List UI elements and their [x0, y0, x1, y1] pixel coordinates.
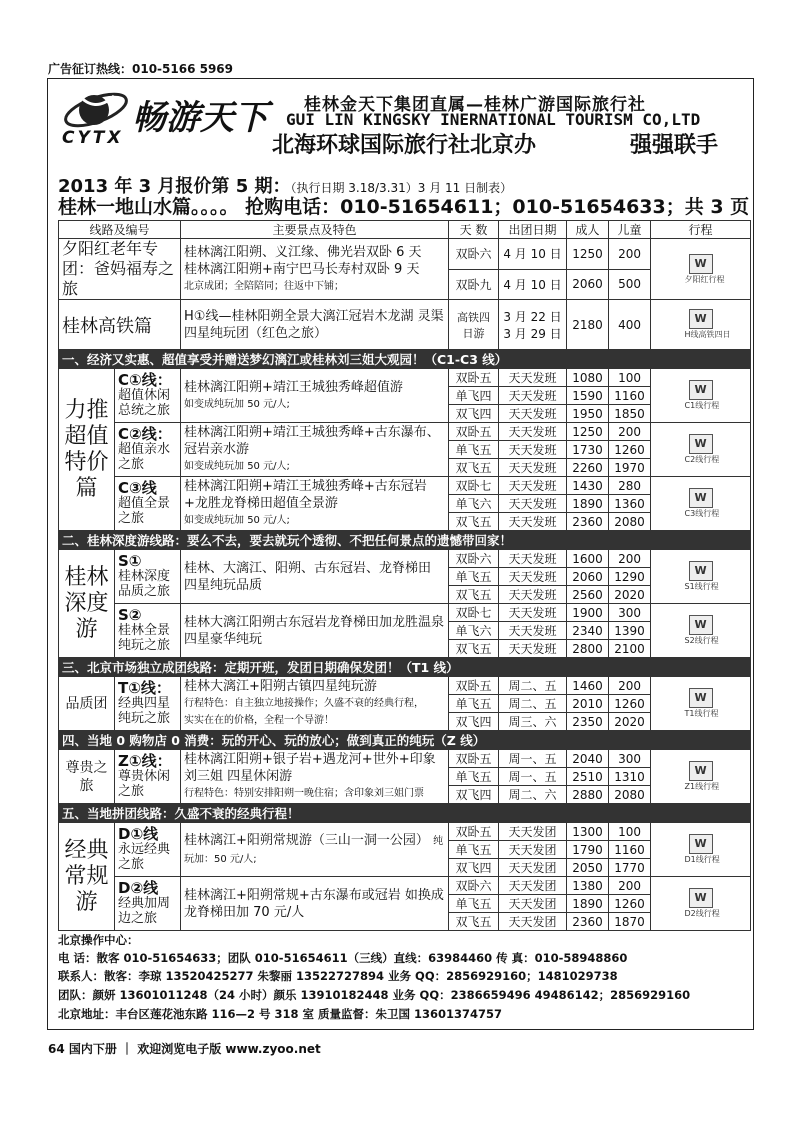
c1-note: 如变成纯玩加 50 元/人; [184, 398, 290, 410]
date-cell: 周三、六 [499, 713, 567, 731]
adult-price: 2800 [567, 640, 609, 658]
col-date: 出团日期 [499, 221, 567, 239]
days-cell: 双飞五 [449, 913, 499, 931]
document-icon[interactable]: W Z1线行程 [685, 761, 717, 792]
t1-note-2: 实实在在的价格，全程一个导游！ [184, 715, 335, 726]
d2-desc: 桂林漓江+阳朔常规+古东瀑布或冠岩 如换成龙脊梯田加 70 元/人 [181, 877, 449, 931]
date-cell: 天天发班 [499, 604, 567, 622]
c2-code: C②线： [118, 425, 172, 443]
d1-desc-cell [181, 823, 449, 877]
footer-phone: 电 话：散客 010-51654633；团队 010-51654611（三线）直线：63984460 传 真：010-58948860 [58, 951, 628, 965]
t1-note-1: 行程特色：自主独立地接操作；久盛不衰的经典行程， [184, 698, 425, 709]
date-cell: 天天发团 [499, 841, 567, 859]
adult-price: 2350 [567, 713, 609, 731]
section-2-title: 二、桂林深度游线路：要么不去，要去就玩个透彻、不把任何景点的遗憾带回家！ [59, 531, 751, 550]
table-row [59, 604, 751, 622]
page-footer: 64 国内下册 ｜ 欢迎浏览电子版 www.zyoo.net [48, 1042, 321, 1056]
days-cell: 双卧六 [449, 877, 499, 895]
itinerary-cell[interactable] [651, 823, 751, 877]
date-cell: 天天发班 [499, 495, 567, 513]
document-icon[interactable]: W 夕阳红行程 [685, 254, 717, 285]
child-price: 200 [609, 677, 651, 695]
header-line-1: 桂林金天下集团直属—桂林广游国际旅行社 [304, 95, 646, 115]
section-header [59, 350, 751, 369]
col-itinerary: 行程 [651, 221, 751, 239]
d2-code-cell [115, 877, 181, 931]
s1-code: S① [118, 552, 142, 570]
date-cell: 天天发班 [499, 423, 567, 441]
logo-tag: CYTX [62, 128, 124, 148]
itinerary-label: S2线行程 [684, 636, 719, 645]
itinerary-cell[interactable] [651, 877, 751, 931]
senior-desc-a: 桂林漓江阳朔、义江缘、佛光岩双卧 6 天 [184, 244, 422, 260]
itinerary-label: C2线行程 [684, 455, 720, 464]
t-category: 品质团 [59, 677, 115, 731]
adult-price: 2560 [567, 586, 609, 604]
footer-address: 北京地址：丰台区莲花池东路 116—2 号 318 室 质量监督：朱卫国 13601374757 [58, 1007, 503, 1021]
child-price: 300 [609, 604, 651, 622]
child-price: 200 [609, 423, 651, 441]
table-row [59, 823, 751, 841]
child-price: 2080 [609, 786, 651, 804]
document-icon[interactable]: W C1线行程 [685, 380, 717, 411]
footer-group: 团队：颜妍 13601011248（24 小时）颜乐 13910182448 业务 QQ：2386659496 49486142；2856929160 [58, 988, 691, 1002]
child-price: 1390 [609, 622, 651, 640]
date-cell: 天天发团 [499, 895, 567, 913]
c2-desc: 桂林漓江阳朔+靖江王城独秀峰+古东瀑布、冠岩亲水游 [184, 425, 440, 457]
days-cell: 单飞六 [449, 495, 499, 513]
t1-name: 经典四星纯玩之旅 [118, 696, 171, 726]
child-price: 1160 [609, 841, 651, 859]
child-price: 100 [609, 369, 651, 387]
child-price: 1770 [609, 859, 651, 877]
section-header [59, 531, 751, 550]
adult-price: 1730 [567, 441, 609, 459]
adult-price: 1250 [567, 423, 609, 441]
c3-note: 如变成纯玩加 50 元/人; [184, 515, 290, 526]
itinerary-label: D2线行程 [684, 909, 720, 918]
col-route: 线路及编号 [59, 221, 181, 239]
d1-code: D①线 [118, 825, 159, 843]
days-cell: 双卧五 [449, 369, 499, 387]
footer-contacts: 联系人：散客：李琼 13520425277 朱黎丽 13522727894 业务 QQ：2856929160；1481029738 [58, 969, 618, 983]
days-cell: 双卧五 [449, 677, 499, 695]
child-price: 1260 [609, 895, 651, 913]
t1-code: T①线： [118, 679, 171, 697]
child-price: 2020 [609, 586, 651, 604]
date-cell: 天天发班 [499, 622, 567, 640]
days-cell: 双飞四 [449, 405, 499, 423]
adult-price: 1460 [567, 677, 609, 695]
s2-desc: 桂林大漓江阳朔古东冠岩龙脊梯田加龙胜温泉四星豪华纯玩 [181, 604, 449, 658]
adult-price: 1250 [567, 239, 609, 270]
table-row [59, 877, 751, 895]
table-row [59, 369, 751, 387]
days-cell: 双飞五 [449, 513, 499, 531]
date-cell: 周二、五 [499, 695, 567, 713]
date-cell: 天天发班 [499, 369, 567, 387]
section-header [59, 658, 751, 677]
c3-desc-cell [181, 477, 449, 531]
days-cell: 双飞五 [449, 640, 499, 658]
adult-price: 2040 [567, 750, 609, 768]
child-price: 280 [609, 477, 651, 495]
document-icon[interactable]: W D2线行程 [685, 888, 717, 919]
c3-code-cell [115, 477, 181, 531]
c1-code: C①线： [118, 371, 172, 389]
z1-name: 尊贵休闲之旅 [118, 769, 171, 799]
document-icon[interactable]: W T1线行程 [685, 688, 717, 719]
adult-price: 2510 [567, 768, 609, 786]
child-price: 1970 [609, 459, 651, 477]
t1-code-cell [115, 677, 181, 731]
date-cell: 天天发班 [499, 441, 567, 459]
adult-price: 2360 [567, 913, 609, 931]
days-cell: 单飞五 [449, 695, 499, 713]
child-price: 2100 [609, 640, 651, 658]
days-cell: 单飞五 [449, 768, 499, 786]
c2-desc-cell [181, 423, 449, 477]
section-3-title: 三、北京市场独立成团线路：定期开班，发团日期确保发团！（T1 线） [59, 658, 751, 677]
c2-code-cell [115, 423, 181, 477]
date-cell: 天天发班 [499, 640, 567, 658]
s1-desc: 桂林、大漓江、阳朔、古东冠岩、龙脊梯田 [184, 560, 432, 576]
itinerary-label: S1线行程 [684, 582, 719, 591]
s2-name: 桂林全景纯玩之旅 [118, 623, 171, 653]
header-line-3b: 强强联手 [630, 133, 719, 158]
table-row [59, 239, 751, 270]
c3-name: 超值全景之旅 [118, 496, 171, 526]
z-category: 尊贵之旅 [59, 750, 115, 804]
date-cell: 天天发班 [499, 477, 567, 495]
table-row [59, 477, 751, 495]
adult-price: 1950 [567, 405, 609, 423]
adult-price: 1600 [567, 550, 609, 568]
d1-code-cell [115, 823, 181, 877]
document-icon[interactable]: W D1线行程 [685, 834, 717, 865]
child-price: 1870 [609, 913, 651, 931]
itinerary-label: Z1线行程 [684, 782, 720, 791]
col-days: 天 数 [449, 221, 499, 239]
days-cell: 双卧六 [449, 550, 499, 568]
section-1-title: 一、经济又实惠、超值享受并赠送梦幻漓江或桂林刘三姐大观园！（C1-C3 线） [59, 350, 751, 369]
child-price: 1260 [609, 441, 651, 459]
c2-name: 超值亲水之旅 [118, 442, 171, 472]
date-cell: 天天发班 [499, 568, 567, 586]
date-cell: 周一、五 [499, 750, 567, 768]
d1-name: 永远经典之旅 [118, 842, 171, 872]
col-sights: 主要景点及特色 [181, 221, 449, 239]
child-price: 2080 [609, 513, 651, 531]
date-cell: 天天发班 [499, 387, 567, 405]
date-cell: 周二、五 [499, 677, 567, 695]
logo-brand: 畅游天下 [132, 98, 268, 138]
header-line-2: GUI LIN KINGSKY INERNATIONAL TOURISM CO,LTD [286, 110, 701, 129]
itinerary-cell[interactable] [651, 477, 751, 531]
section-5-title: 五、当地拼团线路：久盛不衰的经典行程！ [59, 804, 751, 823]
child-price: 1310 [609, 768, 651, 786]
s1-desc-cell [181, 550, 449, 604]
child-price: 1360 [609, 495, 651, 513]
child-price: 1850 [609, 405, 651, 423]
itinerary-cell[interactable] [651, 550, 751, 604]
adult-price: 1380 [567, 877, 609, 895]
table-row [59, 423, 751, 441]
document-icon[interactable]: W C3线行程 [685, 488, 717, 519]
adult-price: 1300 [567, 823, 609, 841]
z1-code: Z①线： [118, 752, 172, 770]
s1-desc-2: 四星纯玩品质 [184, 577, 263, 593]
itinerary-cell[interactable] [651, 750, 751, 804]
date-cell: 天天发班 [499, 550, 567, 568]
adult-price: 2340 [567, 622, 609, 640]
subtitle: 桂林一地山水篇。。。。 抢购电话：010-51654611；010-51654633；共 3 页 [58, 196, 750, 218]
days-cell: 双卧七 [449, 604, 499, 622]
z1-code-cell [115, 750, 181, 804]
date-cell: 天天发班 [499, 513, 567, 531]
adult-price: 2060 [567, 269, 609, 300]
date-cell: 3 月 22 日 3 月 29 日 [499, 300, 567, 350]
days-cell: 单飞五 [449, 568, 499, 586]
logo [58, 84, 288, 154]
itinerary-label: C3线行程 [684, 509, 720, 518]
period-main: 2013 年 3 月报价第 5 期： [58, 176, 291, 197]
child-price: 200 [609, 550, 651, 568]
days-cell: 双卧六 [449, 239, 499, 270]
date-cell: 4 月 10 日 [499, 239, 567, 270]
itinerary-label: T1线行程 [684, 709, 719, 718]
senior-note: 北京成团；全陪陪同；往返中下铺； [184, 280, 345, 292]
child-price: 1160 [609, 387, 651, 405]
z1-note: 行程特色：特别安排阳朔一晚住宿；含印象刘三姐门票 [184, 788, 425, 799]
adult-price: 1430 [567, 477, 609, 495]
section-header [59, 731, 751, 750]
itinerary-label: 夕阳红行程 [684, 274, 725, 284]
itinerary-label: C1线行程 [684, 401, 720, 410]
adult-price: 2180 [567, 300, 609, 350]
adult-price: 1900 [567, 604, 609, 622]
date-cell: 周二、六 [499, 786, 567, 804]
adult-price: 2060 [567, 568, 609, 586]
adult-price: 1080 [567, 369, 609, 387]
adult-price: 1590 [567, 387, 609, 405]
section-4-title: 四、当地 0 购物店 0 消费：玩的开心、玩的放心；做到真正的纯玩（Z 线） [59, 731, 751, 750]
price-table [58, 220, 751, 931]
child-price: 2020 [609, 713, 651, 731]
adult-price: 2360 [567, 513, 609, 531]
itinerary-label: D1线行程 [684, 855, 720, 864]
table-row [59, 550, 751, 568]
itinerary-cell[interactable] [651, 677, 751, 731]
date-cell: 4 月 10 日 [499, 269, 567, 300]
days-cell: 双飞四 [449, 786, 499, 804]
itinerary-cell[interactable] [651, 300, 751, 350]
senior-category: 夕阳红老年专团：爸妈福寿之旅 [59, 239, 181, 300]
date-cell: 天天发班 [499, 586, 567, 604]
table-row [59, 300, 751, 350]
itinerary-cell[interactable] [651, 239, 751, 300]
child-price: 200 [609, 239, 651, 270]
days-cell: 双卧五 [449, 750, 499, 768]
itinerary-label: H线高铁四日 [684, 330, 731, 339]
date-cell: 天天发团 [499, 859, 567, 877]
adult-price: 2880 [567, 786, 609, 804]
date-cell: 天天发团 [499, 823, 567, 841]
s2-code-cell [115, 604, 181, 658]
s1-name: 桂林深度品质之旅 [118, 569, 171, 599]
table-row [59, 750, 751, 768]
col-adult: 成人 [567, 221, 609, 239]
c1-code-cell [115, 369, 181, 423]
date-cell: 周一、五 [499, 768, 567, 786]
days-cell: 双卧七 [449, 477, 499, 495]
c2-note: 如变成纯玩加 50 元/人; [184, 461, 290, 472]
itinerary-cell[interactable] [651, 604, 751, 658]
document-icon[interactable]: W S2线行程 [685, 615, 717, 646]
days-cell: 单飞四 [449, 387, 499, 405]
s2-code: S② [118, 606, 142, 624]
s1-code-cell [115, 550, 181, 604]
rail-desc: H①线—桂林阳朔全景大漓江冠岩木龙湖 灵渠 四星纯玩团（红色之旅） [181, 300, 449, 350]
d1-note: 纯玩加：50 元/人; [184, 835, 444, 865]
z1-desc-cell [181, 750, 449, 804]
c-category: 力推超值特价篇 [59, 369, 115, 531]
document-icon[interactable]: W S1线行程 [685, 561, 717, 592]
itinerary-cell[interactable] [651, 369, 751, 423]
table-row [59, 677, 751, 695]
period-note: （执行日期 3.18/3.31）3 月 11 日制表） [290, 181, 513, 195]
days-cell: 双卧五 [449, 823, 499, 841]
header-line-3: 北海环球国际旅行社北京办 [272, 133, 537, 158]
child-price: 400 [609, 300, 651, 350]
footer-center: 北京操作中心： [58, 933, 139, 947]
child-price: 100 [609, 823, 651, 841]
itinerary-cell[interactable] [651, 423, 751, 477]
adult-price: 1790 [567, 841, 609, 859]
section-header [59, 804, 751, 823]
child-price: 1260 [609, 695, 651, 713]
days-cell: 单飞五 [449, 441, 499, 459]
adult-price: 2010 [567, 695, 609, 713]
t1-desc: 桂林大漓江+阳朔古镇四星纯玩游 [184, 679, 377, 694]
col-child: 儿童 [609, 221, 651, 239]
document-icon[interactable]: W H线高铁四日 [685, 309, 717, 340]
s-category: 桂林深度游 [59, 550, 115, 658]
t1-desc-cell [181, 677, 449, 731]
c3-code: C③线 [118, 479, 157, 497]
document-icon[interactable]: W C2线行程 [685, 434, 717, 465]
days-cell: 双卧九 [449, 269, 499, 300]
d2-code: D②线 [118, 879, 159, 897]
child-price: 500 [609, 269, 651, 300]
date-cell: 天天发班 [499, 459, 567, 477]
table-header-row [59, 221, 751, 239]
rail-category: 桂林高铁篇 [59, 300, 181, 350]
senior-desc [181, 239, 449, 300]
ad-hotline: 广告征订热线：010-5166 5969 [48, 62, 234, 76]
days-cell: 单飞五 [449, 895, 499, 913]
days-cell: 单飞六 [449, 622, 499, 640]
adult-price: 1890 [567, 895, 609, 913]
date-cell: 天天发团 [499, 913, 567, 931]
days-cell: 双飞五 [449, 586, 499, 604]
child-price: 1290 [609, 568, 651, 586]
days-cell: 双飞四 [449, 713, 499, 731]
days-cell: 双飞四 [449, 859, 499, 877]
d1-desc: 桂林漓江+阳朔常规游（三山一洞一公园） [184, 832, 429, 848]
adult-price: 2260 [567, 459, 609, 477]
adult-price: 1890 [567, 495, 609, 513]
days-cell: 双飞五 [449, 459, 499, 477]
date-cell: 天天发班 [499, 405, 567, 423]
d2-name: 经典加周边之旅 [118, 896, 171, 926]
d-category: 经典常规游 [59, 823, 115, 931]
adult-price: 2050 [567, 859, 609, 877]
c1-desc: 桂林漓江阳朔+靖江王城独秀峰超值游 [184, 379, 403, 395]
days-cell: 高铁四日游 [449, 300, 499, 350]
child-price: 200 [609, 877, 651, 895]
z1-desc: 桂林漓江阳朔+银子岩+遇龙河+世外+印象刘三姐 四星休闲游 [184, 752, 436, 784]
child-price: 300 [609, 750, 651, 768]
c1-desc-cell [181, 369, 449, 423]
c3-desc: 桂林漓江阳朔+靖江王城独秀峰+古东冠岩+龙胜龙脊梯田超值全景游 [184, 479, 427, 511]
days-cell: 双卧五 [449, 423, 499, 441]
days-cell: 单飞五 [449, 841, 499, 859]
date-cell: 天天发团 [499, 877, 567, 895]
senior-desc-b: 桂林漓江阳朔+南宁巴马长寿村双卧 9 天 [184, 261, 420, 277]
c1-name: 超值休闲总统之旅 [118, 388, 171, 418]
